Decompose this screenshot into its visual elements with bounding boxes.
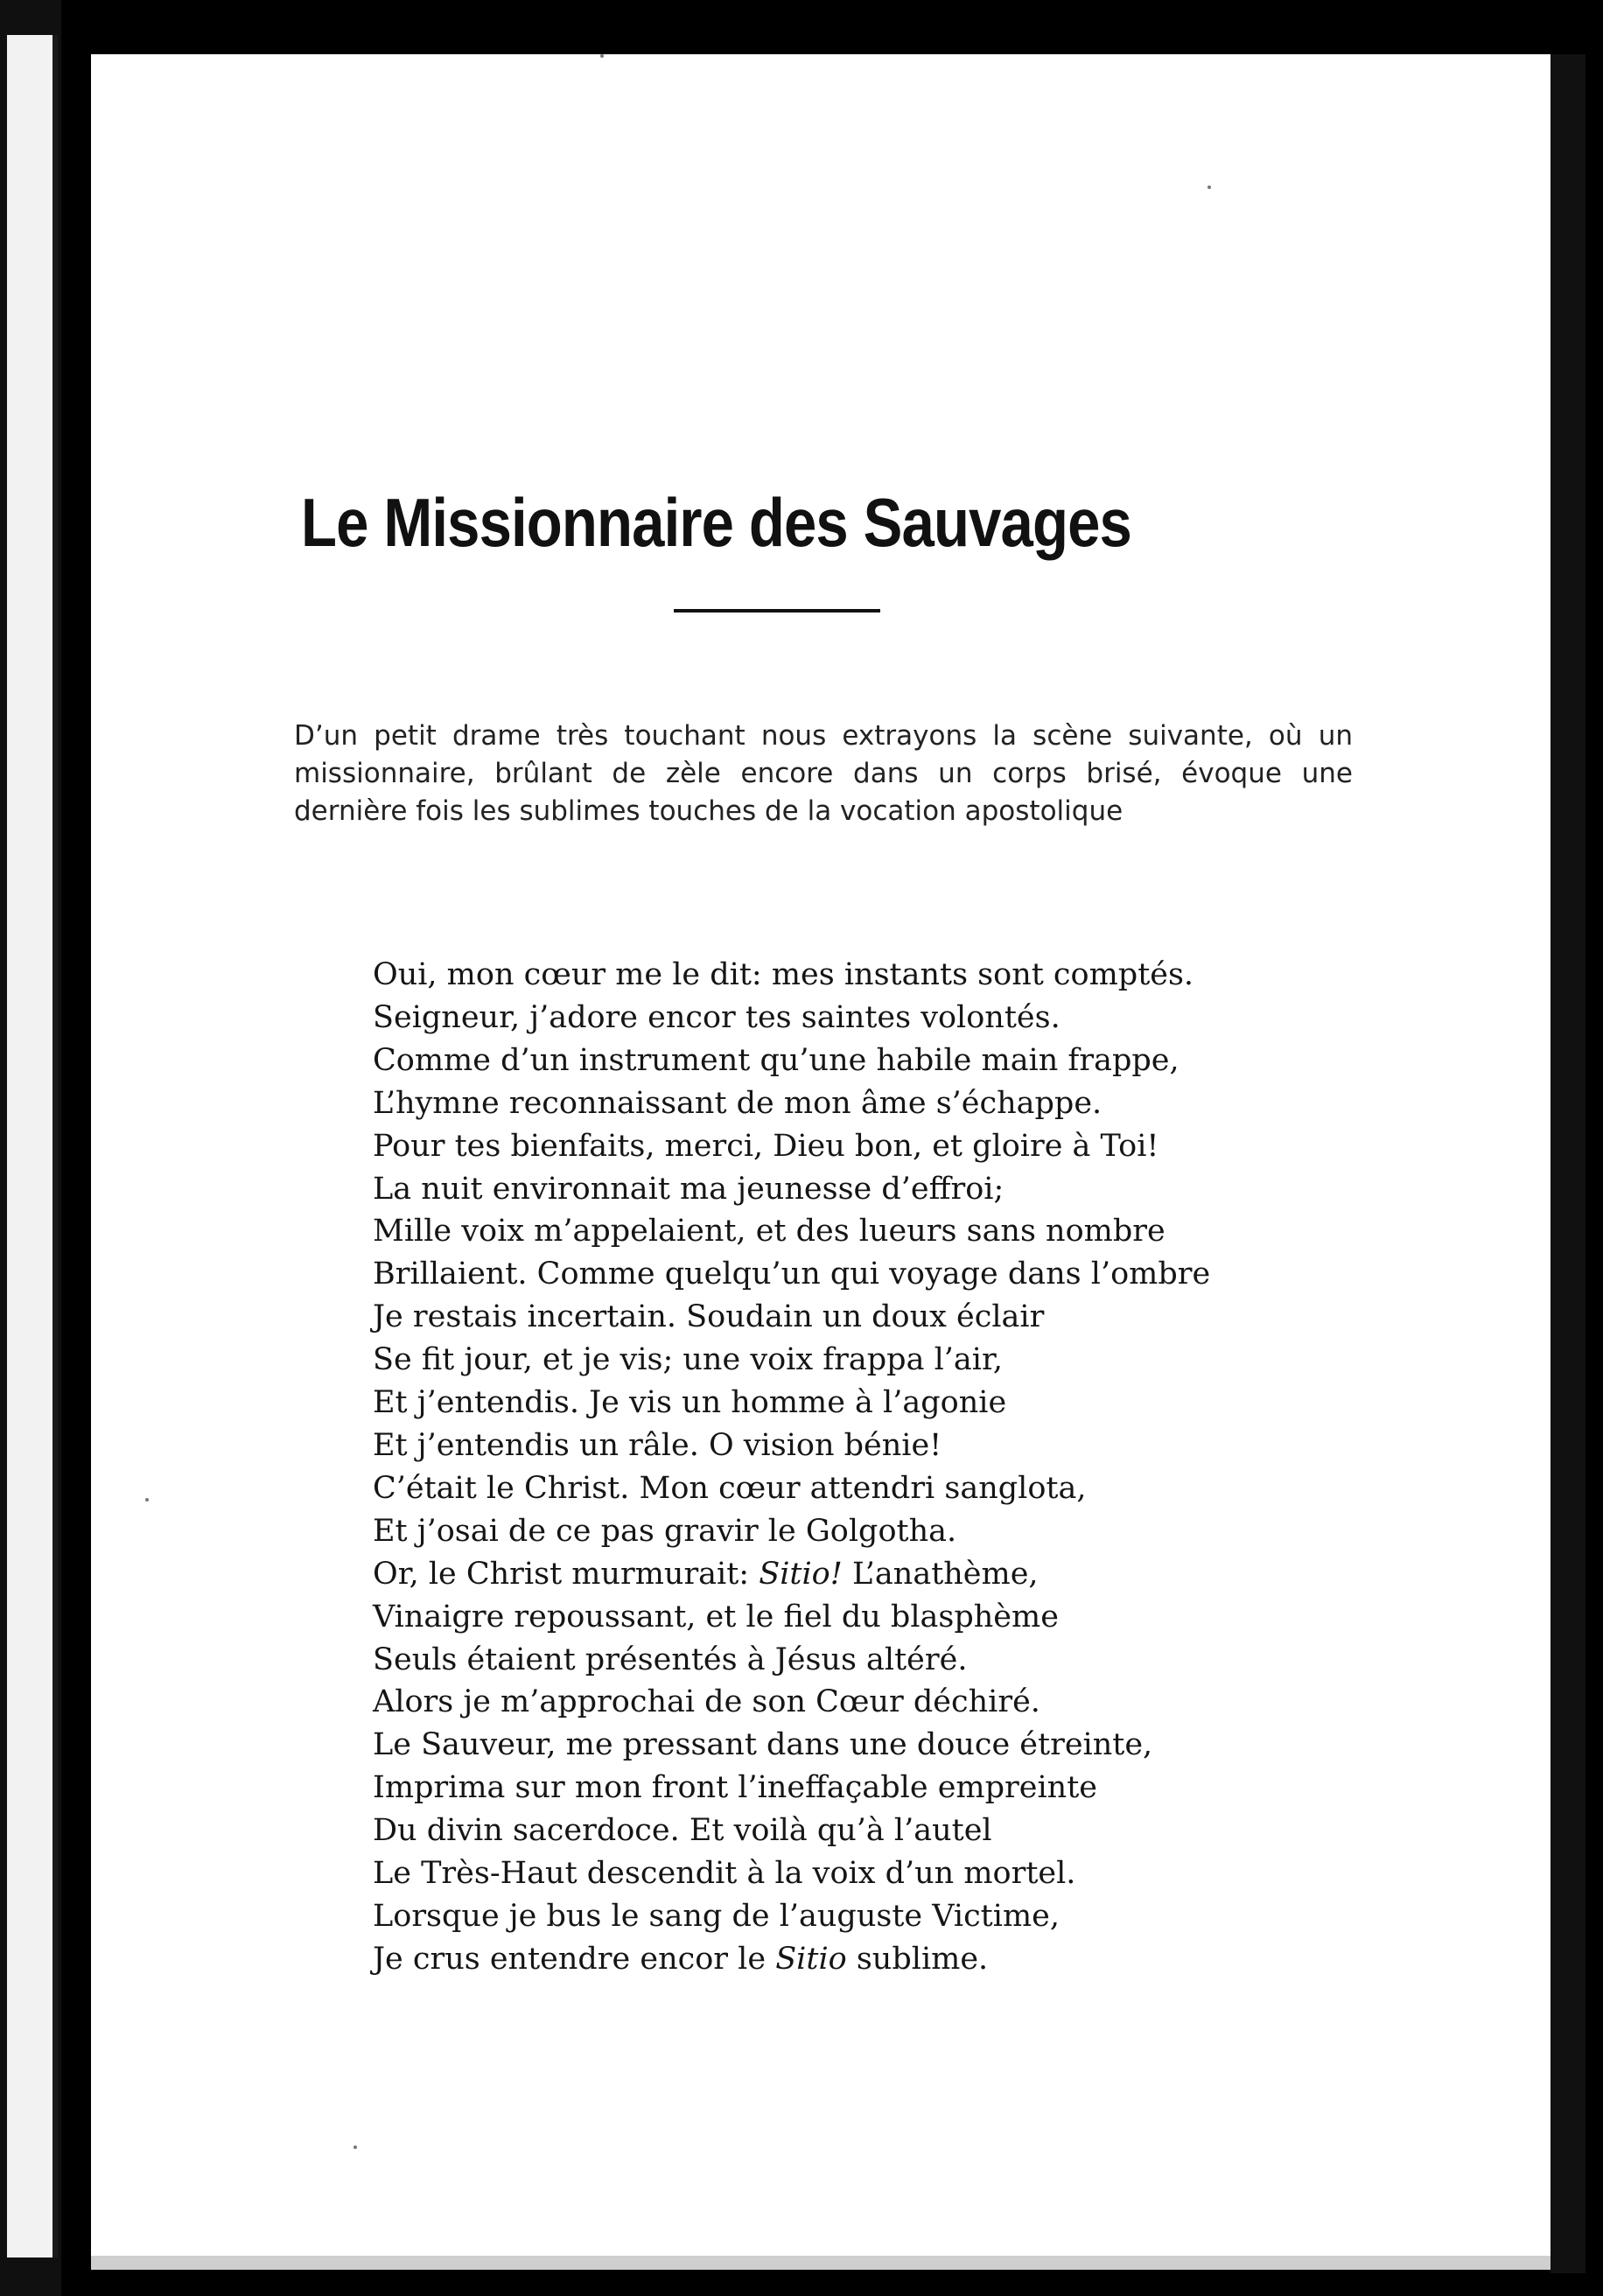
poem-verse: C’était le Christ. Mon cœur attendri sanglota, — [373, 1470, 1087, 1506]
poem-verse: Seigneur, j’adore encor tes saintes volontés. — [373, 999, 1060, 1035]
poem-verse: Et j’entendis un râle. O vision bénie! — [373, 1427, 942, 1463]
poem-verse: Brillaient. Comme quelqu’un qui voyage dans l’ombre — [373, 1256, 1211, 1292]
poem-verse: Mille voix m’appelaient, et des lueurs sans nombre — [373, 1214, 1166, 1250]
poem-verse: Du divin sacerdoce. Et voilà qu’à l’autel — [373, 1813, 992, 1849]
poem-verse: Et j’osai de ce pas gravir le Golgotha. — [373, 1513, 957, 1549]
poem-verse: Se fit jour, et je vis; une voix frappa l’air, — [373, 1342, 1003, 1378]
poem-verse: Et j’entendis. Je vis un homme à l’agonie — [373, 1385, 1007, 1421]
book-page — [91, 54, 1577, 2270]
poem-verse: Le Très-Haut descendit à la voix d’un mortel. — [373, 1856, 1076, 1892]
title-divider — [674, 609, 880, 612]
poem-verse: Lorsque je bus le sang de l’auguste Victime, — [373, 1898, 1060, 1934]
verse-text: L’anathème, — [842, 1556, 1039, 1592]
verse-italic-word: Sitio! — [759, 1556, 843, 1592]
poem-verse: L’hymne reconnaissant de mon âme s’échappe. — [373, 1085, 1102, 1121]
poem-verse: Je restais incertain. Soudain un doux éclair — [373, 1299, 1045, 1335]
poem-verse — [373, 1553, 1335, 1596]
poem-verse: Vinaigre repoussant, et le fiel du blasphème — [373, 1599, 1059, 1634]
verse-text: Je crus entendre encor le — [373, 1941, 776, 1977]
verse-text: Or, le Christ murmurait: — [373, 1556, 760, 1592]
poem-verse: Oui, mon cœur me le dit: mes instants sont comptés. — [373, 957, 1194, 992]
page-title: Le Missionnaire des Sauvages — [301, 484, 1131, 561]
poem-verse: Pour tes bienfaits, merci, Dieu bon, et gloire à Toi! — [373, 1128, 1159, 1164]
adjacent-page-edge — [0, 0, 61, 2296]
verse-text: sublime. — [846, 1941, 989, 1977]
poem-verse: Seuls étaient présentés à Jésus altéré. — [373, 1642, 968, 1677]
poem-verse — [373, 1938, 1335, 1981]
scan-speck — [145, 1498, 149, 1502]
poem — [373, 954, 1335, 1981]
scan-speck — [1208, 186, 1211, 189]
poem-verse: La nuit environnait ma jeunesse d’effroi; — [373, 1171, 1004, 1207]
poem-verse: Comme d’un instrument qu’une habile main frappe, — [373, 1042, 1180, 1078]
scan-speck — [600, 54, 604, 58]
poem-verse: Alors je m’approchai de son Cœur déchiré. — [373, 1684, 1040, 1720]
page-edge-shadow — [1550, 54, 1586, 2273]
poem-verse: Imprima sur mon front l’ineffaçable empreinte — [373, 1770, 1097, 1806]
intro-paragraph: D’un petit drame très touchant nous extrayons la scène suivante, où un missionnaire, brûlant de zèle encore dans un corps brisé, évoque une dernière fois les sublimes touches de la vocation apostolique — [294, 720, 1353, 827]
scan-speck — [354, 2146, 357, 2149]
verse-italic-word: Sitio — [775, 1941, 847, 1977]
poem-verse: Le Sauveur, me pressant dans une douce étreinte, — [373, 1727, 1153, 1763]
